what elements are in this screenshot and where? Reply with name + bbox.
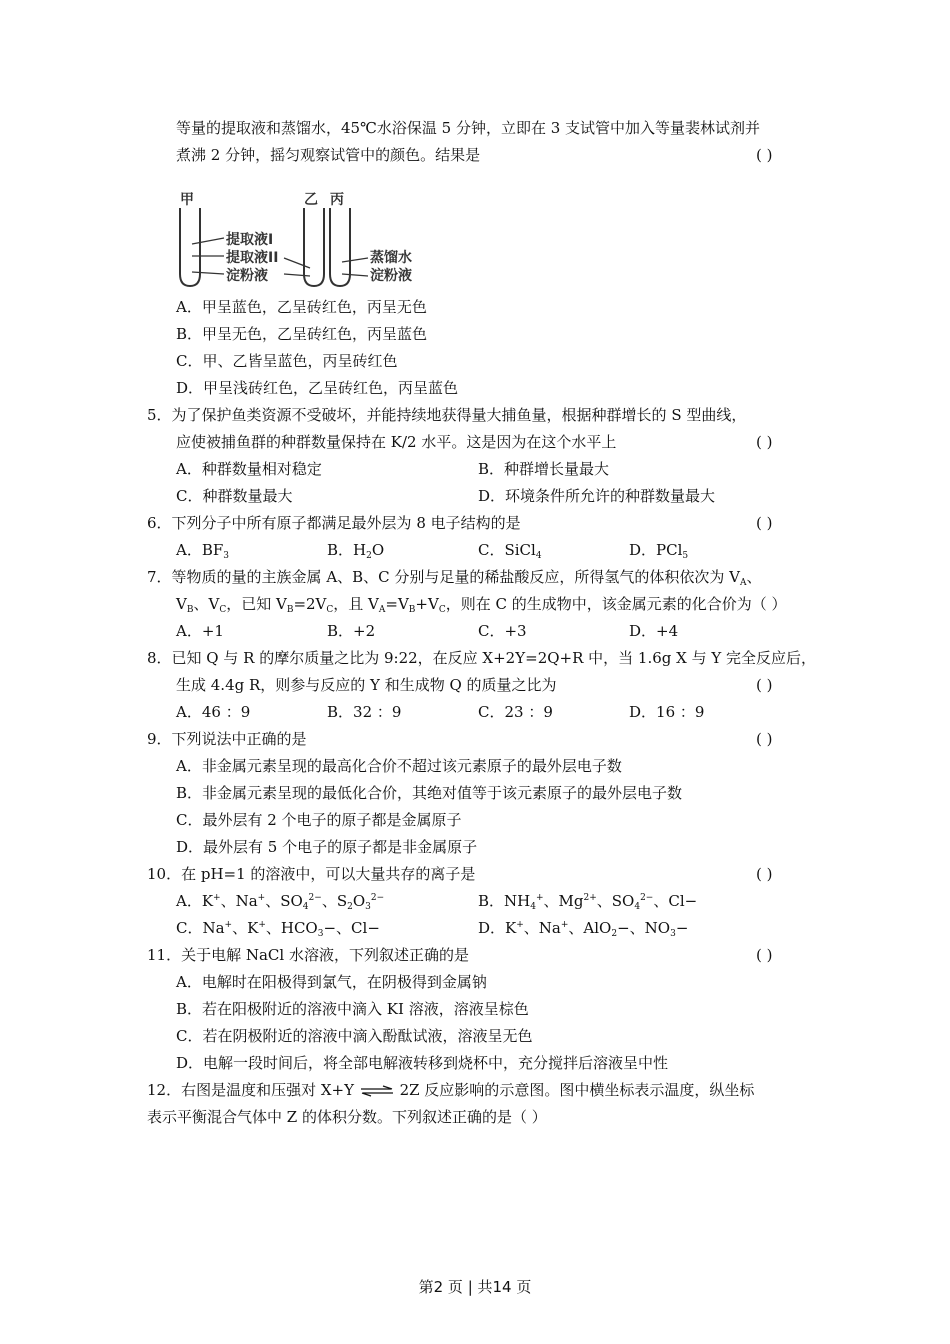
figure-water: 蒸馏水 (370, 250, 412, 266)
q4-line1: 等量的提取液和蒸馏水，45℃水浴保温 5 分钟，立即在 3 支试管中加入等量裴林试剂并 (176, 119, 761, 137)
q5-option-c: C．种群数量最大 (176, 487, 293, 505)
q6-option-d: D．PCl$_5$ (629, 541, 689, 561)
q5-option-d: D．环境条件所允许的种群数量最大 (478, 487, 716, 505)
q7-line1: 7．等物质的量的主族金属 A、B、C 分别与足量的稀盐酸反应，所得氢气的体积依次为 $V_A$、 (147, 568, 762, 588)
q8-answer-paren: ( ) (756, 676, 773, 694)
q6-option-c: C．SiCl$_4$ (478, 541, 542, 561)
q4-option-b: B．甲呈无色，乙呈砖红色，丙呈蓝色 (176, 325, 428, 343)
q7-option-d: D．+4 (629, 622, 679, 640)
q10-option-b: B．$NH_4^+$、$Mg^{2+}$、$SO_4^{2-}$、Cl− (478, 892, 698, 912)
figure-label-jia: 甲 (180, 192, 194, 208)
q6-option-b: B．$H_2O$ (327, 541, 385, 561)
figure-label-yi: 乙 (304, 192, 318, 208)
q8-option-c: C．23 ：9 (478, 703, 553, 721)
q7-option-a: A．+1 (176, 622, 224, 640)
q9-option-b: B．非金属元素呈现的最低化合价，其绝对值等于该元素原子的最外层电子数 (176, 784, 683, 802)
q6-line1: 6．下列分子中所有原子都满足最外层为 8 电子结构的是 (147, 514, 521, 532)
figure-extract1: 提取液I (226, 232, 274, 248)
q9-line1: 9．下列说法中正确的是 (147, 730, 307, 748)
q12-line2: 表示平衡混合气体中 Z 的体积分数。下列叙述正确的是（ ） (147, 1108, 547, 1126)
q7-option-b: B．+2 (327, 622, 376, 640)
q8-option-a: A．46 ：9 (176, 703, 251, 721)
q9-option-c: C．最外层有 2 个电子的原子都是金属原子 (176, 811, 462, 829)
q8-option-d: D．16 ：9 (629, 703, 705, 721)
q4-option-d: D．甲呈浅砖红色，乙呈砖红色，丙呈蓝色 (176, 379, 459, 397)
q5-option-b: B．种群增长量最大 (478, 460, 610, 478)
q4-option-c: C．甲、乙皆呈蓝色，丙呈砖红色 (176, 352, 398, 370)
figure-extract2: 提取液II (226, 250, 279, 266)
q4-option-a: A．甲呈蓝色，乙呈砖红色，丙呈无色 (176, 298, 427, 316)
q5-answer-paren: ( ) (756, 433, 773, 451)
q5-option-a: A．种群数量相对稳定 (176, 460, 322, 478)
q11-option-d: D．电解一段时间后，将全部电解液转移到烧杯中，充分搅拌后溶液呈中性 (176, 1054, 669, 1072)
q7-line2: $V_B$、$V_C$，已知 $V_B=2V_C$，且 $V_A=V_B+V_C$，则在 C 的生成物中，该金属元素的化合价为（ ） (176, 595, 787, 615)
q10-line1: 10．在 pH=1 的溶液中，可以大量共存的离子是 (147, 865, 476, 883)
q8-line2: 生成 4.4g R，则参与反应的 Y 和生成物 Q 的质量之比为 (176, 676, 557, 694)
q11-option-a: A．电解时在阳极得到氯气，在阴极得到金属钠 (176, 973, 487, 991)
figure-starch2: 淀粉液 (370, 268, 412, 284)
q9-option-d: D．最外层有 5 个电子的原子都是非金属原子 (176, 838, 478, 856)
page-footer: 第2 页 | 共14 页 (418, 1278, 532, 1296)
figure-starch: 淀粉液 (226, 268, 268, 284)
q4-answer-paren: ( ) (756, 146, 773, 164)
q11-option-b: B．若在阳极附近的溶液中滴入 KI 溶液，溶液呈棕色 (176, 1000, 529, 1018)
q12-line1: 12．右图是温度和压强对 X+Y 2Z 反应影响的示意图。图中横坐标表示温度，纵坐标 (147, 1081, 755, 1099)
q8-option-b: B．32 ：9 (327, 703, 402, 721)
q6-answer-paren: ( ) (756, 514, 773, 532)
q8-line1: 8．已知 Q 与 R 的摩尔质量之比为 9:22，在反应 X+2Y=2Q+R 中，当 1.6g X 与 Y 完全反应后， (147, 649, 817, 667)
q5-line1: 5．为了保护鱼类资源不受破坏，并能持续地获得量大捕鱼量，根据种群增长的 S 型曲线， (147, 406, 747, 424)
q4-line2: 煮沸 2 分钟，摇匀观察试管中的颜色。结果是 (176, 146, 481, 164)
q10-option-a: A．K+、Na+、$SO_4^{2-}$、$S_2O_3^{2-}$ (176, 892, 385, 912)
q5-line2: 应使被捕鱼群的种群数量保持在 K/2 水平。这是因为在这个水平上 (176, 433, 617, 451)
q11-option-c: C．若在阴极附近的溶液中滴入酚酞试液，溶液呈无色 (176, 1027, 533, 1045)
figure-label-bing: 丙 (330, 192, 344, 208)
q11-answer-paren: ( ) (756, 946, 773, 964)
q9-answer-paren: ( ) (756, 730, 773, 748)
q7-option-c: C．+3 (478, 622, 527, 640)
q10-option-d: D．K+、Na+、AlO$_2$−、$NO_3-$ (478, 919, 689, 939)
q6-option-a: A．$BF_3$ (176, 541, 229, 561)
equilibrium-arrow-icon (359, 1085, 395, 1097)
q10-option-c: C．Na+、K+、$HCO_3-$、Cl− (176, 919, 380, 939)
q9-option-a: A．非金属元素呈现的最高化合价不超过该元素原子的最外层电子数 (176, 757, 622, 775)
test-tube-figure (168, 186, 428, 294)
q10-answer-paren: ( ) (756, 865, 773, 883)
q11-line1: 11．关于电解 NaCl 水溶液，下列叙述正确的是 (147, 946, 469, 964)
